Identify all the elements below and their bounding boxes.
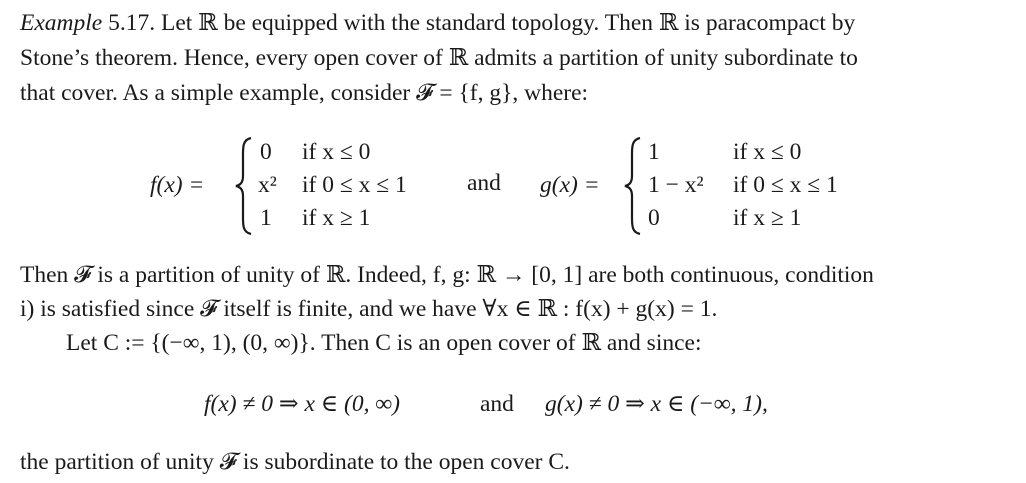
example-text-1: Let ℝ be equipped with the standard topology. Then ℝ is paracompact by <box>160 10 856 36</box>
g-row3-cond: if x ≥ 1 <box>733 205 802 231</box>
display-and: and <box>480 391 514 417</box>
g-lhs: g(x) = <box>540 172 600 198</box>
example-line-3: that cover. As a simple example, consider 𝓕 = {f, g}, where: <box>20 80 589 106</box>
body-line-1: Then 𝓕 is a partition of unity of ℝ. Indeed, f, g: ℝ → [0, 1] are both continuous, condition <box>20 262 874 288</box>
display-right: g(x) ≠ 0 ⇒ x ∈ (−∞, 1), <box>545 391 768 417</box>
g-row2-value: 1 − x² <box>648 172 704 198</box>
body-line-3: Let C := {(−∞, 1), (0, ∞)}. Then C is an open cover of ℝ and since: <box>66 330 702 356</box>
f-row2-cond: if 0 ≤ x ≤ 1 <box>302 172 407 198</box>
g-row3-value: 0 <box>648 205 660 231</box>
f-lhs: f(x) = <box>150 172 205 198</box>
example-line-2: Stone’s theorem. Hence, every open cover of ℝ admits a partition of unity subordinate to <box>20 45 858 71</box>
f-row1-cond: if x ≤ 0 <box>302 139 371 165</box>
f-row3-value: 1 <box>260 205 272 231</box>
f-left-brace <box>234 136 254 236</box>
f-row1-value: 0 <box>260 139 272 165</box>
g-row2-cond: if 0 ≤ x ≤ 1 <box>733 172 838 198</box>
f-row2-value: x² <box>258 172 277 198</box>
display-left: f(x) ≠ 0 ⇒ x ∈ (0, ∞) <box>204 391 400 417</box>
conclusion-line: the partition of unity 𝓕 is subordinate to the open cover C. <box>20 449 570 475</box>
example-label: Example <box>20 10 103 36</box>
g-row1-value: 1 <box>648 139 660 165</box>
body-line-2: i) is satisfied since 𝓕 itself is finite, and we have ∀x ∈ ℝ : f(x) + g(x) = 1. <box>20 296 718 322</box>
example-line-1 <box>20 8 855 38</box>
g-row1-cond: if x ≤ 0 <box>733 139 802 165</box>
f-row3-cond: if x ≥ 1 <box>302 205 371 231</box>
g-left-brace <box>623 136 643 236</box>
example-number: 5.17. <box>108 10 156 36</box>
and-connector: and <box>467 170 501 196</box>
